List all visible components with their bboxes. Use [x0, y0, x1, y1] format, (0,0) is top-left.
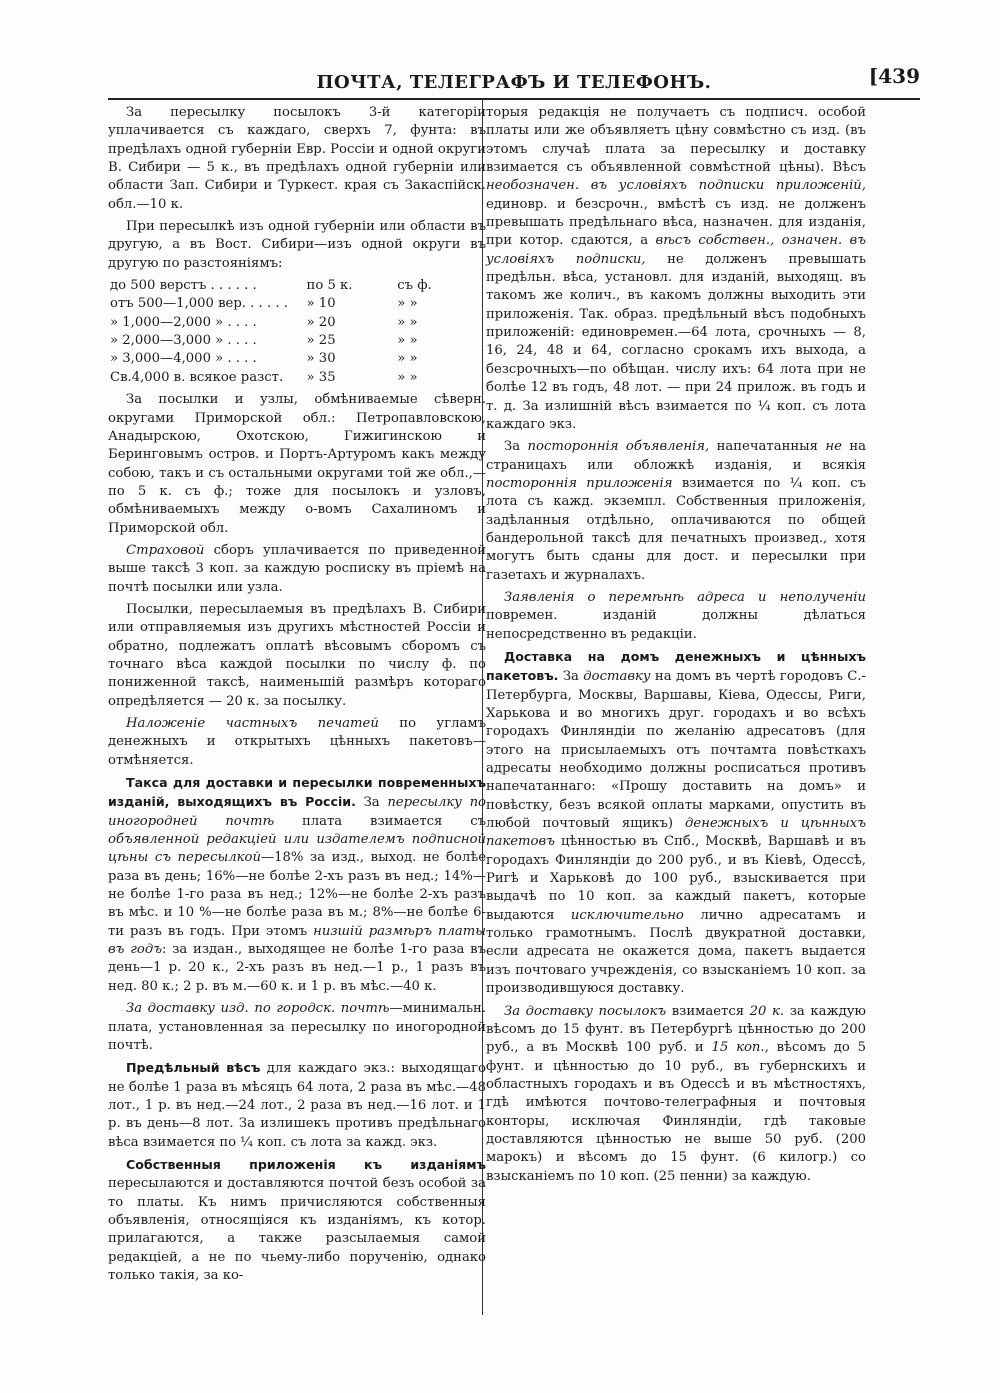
rate-distance: » 3,000—4,000 » . . . .: [110, 351, 257, 367]
paragraph: [108, 1156, 486, 1285]
rate-price: по 5 к.: [306, 278, 353, 294]
section-heading: Такса для доставки и пересылки повременныхъ изданій, выходящихъ въ Россіи.: [108, 775, 486, 810]
page-title: ПОЧТА, ТЕЛЕГРАФЪ И ТЕЛЕФОНЪ.: [316, 72, 712, 93]
paragraph: [486, 648, 866, 999]
paragraph-text: —18% за изд., выход. не болѣе раза въ день; 16%—не болѣе 2-хъ разъ въ нед.; 14%—не болѣе 1-го раза въ нед.; 12%—не болѣе 2-хъ разъ въ мѣс. и 10 %—не болѣе раза въ м.; 8%—не болѣе 6-ти разъ въ годъ. При этомъ: [108, 850, 486, 939]
paragraph-text: цѣнностью въ Спб., Москвѣ, Варшавѣ и въ городахъ Финляндіи до 200 руб., и въ Кіевѣ, Одессѣ, Ригѣ и Харьковѣ до 100 руб., взыскивается при выдачѣ по 10 коп. за каждый пакетъ, которые выдаются: [486, 834, 866, 923]
distance-rate-table: [108, 277, 486, 387]
italic-term: постороннія приложенія: [486, 475, 673, 491]
page-header: [108, 58, 920, 98]
rate-unit: » »: [397, 314, 418, 330]
paragraph-text: по угламъ денежныхъ и открытыхъ цѣнныхъ пакетовъ—отмѣняется.: [108, 716, 486, 768]
italic-term: необозначен. въ условіяхъ подписки приложеній,: [486, 178, 866, 194]
italic-term: 15 коп.,: [711, 1040, 769, 1056]
paragraph-text: не долженъ превышать предѣльн. вѣса, установл. для изданій, выходящ. въ такомъ же колич., въ какомъ должны выходить эти приложенія. Так. образ. предѣльный вѣсъ подобныхъ приложеній: единовремен.—64 лота, срочныхъ — 8, 16, 24, 48 и 64, согласно срокамъ ихъ выхода, а безсрочныхъ—по обѣщан. числу ихъ: 64 лота при не болѣе 12 въ годъ, 48 лот. — при 24 прилож. въ годъ и т. д. За излишній вѣсъ взимается по ¼ коп. съ лота каждаго экз.: [486, 251, 867, 432]
italic-term: денежныхъ и цѣнныхъ пакетовъ: [486, 816, 866, 850]
paragraph-text: вѣсомъ до 5 фунт. и цѣнностью до 10 руб., въ губернскихъ и областныхъ городахъ и въ Одессѣ и въ мѣстностяхъ, гдѣ имѣются почтово-телеграфныя и почтовыя конторы, исключая Финляндіи, гдѣ таковые доставляются цѣнностью не выше 50 руб. (200 марокъ) и вѣсомъ до 15 фунт. (6 килогр.) со взысканіемъ по 10 коп. (25 пенни) за каждую.: [486, 1040, 866, 1184]
paragraph-text: взимается по ¼ коп. съ лота съ кажд. экземпл. Собственныя приложенія, задѣланныя отдѣльно, оплачиваются по общей бандерольной таксѣ для печатныхъ произвед., хотя могутъ быть сданы для дост. и пересылки при газетахъ и журналахъ.: [486, 475, 866, 583]
rate-distance: » 1,000—2,000 » . . . .: [110, 314, 257, 330]
rate-distance: Св.4,000 в. всякое разст.: [110, 369, 284, 385]
rate-unit: » »: [397, 333, 418, 349]
paragraph-text: за каждую вѣсомъ до 15 фунт. въ Петербургѣ цѣнностью до 200 руб., а въ Москвѣ 100 руб. и: [486, 1003, 866, 1056]
rate-distance: до 500 верстъ . . . . . .: [110, 278, 257, 294]
paragraph-text: : за издан., выходящее не болѣе 1-го раза въ день—1 р. 20 к., 2-хъ разъ въ нед.—1 р., 1 разъ въ нед. 80 к.; 2 р. въ м.—60 к. и 1 р. въ мѣс.—40 к.: [108, 942, 486, 994]
paragraph-text: взимается: [666, 1003, 750, 1019]
section-heading: Доставка на домъ денежныхъ и цѣнныхъ пакетовъ.: [486, 648, 866, 684]
paragraph-text: За: [504, 439, 528, 455]
paragraph-text: на страницахъ или обложкѣ изданія, и всякія: [486, 439, 867, 473]
paragraph-text: За: [558, 669, 584, 685]
left-column: [108, 104, 486, 1289]
paragraph-text: повремен. изданій должны дѣлаться непосредственно въ редакціи.: [486, 608, 866, 642]
paragraph-text: единовр. и безсрочн., вмѣстѣ съ изд. не долженъ превышать предѣльнаго вѣса, назначен. для изданія, при котор. сдаются, а: [486, 196, 866, 249]
italic-term: пересылку по иногородней почтѣ: [108, 795, 486, 829]
paragraph: Посылки, пересылаемыя въ предѣлахъ В. Сибири или отправляемыя изъ другихъ мѣстностей Россіи и обратно, подлежатъ оплатѣ вѣсовымъ сборомъ съ точнаго вѣса каждой посылки по числу ф. по пониженной таксѣ, наименьшій размѣръ котораго опредѣляется — 20 к. за посылку.: [108, 601, 486, 709]
paragraph: [108, 774, 486, 996]
rate-row: [108, 332, 486, 350]
paragraph: [486, 589, 866, 644]
paragraph-text: —минимальн. плата, установленная за пересылку по иногородной почтѣ.: [108, 1001, 486, 1053]
paragraph-text: плата взимается съ: [274, 813, 486, 829]
italic-term: 20 к.: [749, 1003, 785, 1019]
section-heading: Собственныя приложенія къ изданіямъ: [126, 1156, 486, 1172]
section-heading: Предѣльный вѣсъ: [126, 1060, 261, 1076]
paragraph: При пересылкѣ изъ одной губерніи или области въ другую, а въ Вост. Сибири—изъ одной округи въ другую по разстояніямъ:: [108, 219, 486, 271]
paragraph: [108, 542, 486, 597]
italic-term: низшій размѣръ платы въ годъ: [108, 923, 486, 958]
rate-distance: » 2,000—3,000 » . . . .: [110, 333, 257, 349]
italic-term: Заявленія о перемѣнѣ адреса и неполученіи: [504, 589, 866, 605]
rate-unit: съ ф.: [397, 278, 432, 294]
rate-distance: отъ 500—1,000 вер. . . . . .: [110, 296, 288, 312]
paragraph-text: За: [355, 795, 388, 811]
italic-term: Страховой: [126, 542, 205, 558]
italic-term: доставку: [583, 669, 651, 685]
paragraph: [486, 1003, 866, 1186]
rate-row: [108, 369, 486, 387]
paragraph: За посылки и узлы, обмѣниваемые сѣверн. округами Приморской обл.: Петропавловскою, Анадырскою, Охотскою, Гижигинскою и Беринговымъ остров. и Портъ-Артуромъ какъ между собою, такъ и съ остальными округами той же обл.,—по 5 к. съ ф.; тоже для посылокъ и узловъ, обмѣниваемыхъ между о-вомъ Сахалиномъ и Приморской обл.: [108, 392, 486, 536]
paragraph: [486, 104, 866, 434]
paragraph-text: торыя редакція не получаетъ съ подписч. особой платы или же объявляетъ цѣну совмѣстно съ изд. (въ этомъ случаѣ плата за пересылку и доставку взимается съ объявленной совмѣстной цѣны). Вѣсъ: [486, 105, 866, 176]
paragraph: За пересылку посылокъ 3-й категоріи уплачивается съ каждаго, сверхъ 7, фунта: въ предѣлахъ одной губерніи Евр. Россіи и одной округи В. Сибири — 5 к., въ предѣлахъ одной губерніи или области Зап. Сибири и Туркест. края съ Закаспійск. обл.—10 к.: [108, 105, 486, 212]
italic-term: не: [825, 439, 842, 455]
paragraph: [108, 715, 486, 770]
paragraph-text: пересылаются и доставляются почтой безъ особой за то платы. Къ нимъ причисляются собственныя объявленія, относящіяся къ изданіямъ, къ котор. прилагаются, а также разсылаемыя самой редакціей, а не по чьему-либо порученію, однако только такія, за ко-: [108, 1176, 486, 1283]
rate-price: » 25: [306, 333, 336, 349]
italic-term: За доставку изд. по городск. почтѣ: [126, 1001, 390, 1017]
italic-term: объявленной редакціей или издателемъ подписной цѣны съ пересылкой: [108, 832, 486, 866]
paragraph: [486, 438, 866, 585]
paragraph: [108, 1059, 486, 1152]
paragraph-text: лично адресатамъ и только грамотнымъ. Послѣ двукратной доставки, если адресата не окажется дома, пакетъ выдается изъ почтоваго учрежденія, со взысканіемъ 10 коп. за производившуюся доставку.: [486, 907, 867, 997]
rate-price: » 35: [306, 369, 336, 385]
paragraph-text: на домъ въ чертѣ городовъ С.-Петербурга, Москвы, Варшавы, Кіева, Одессы, Риги, Харькова и во многихъ друг. городахъ и во всѣхъ городахъ Финляндіи по желанію адресатовъ (для этого на присылаемыхъ отъ почтамта повѣсткахъ адресаты необходимо должны росписаться противъ напечатаннаго: «Прошу доставить на домъ» и повѣстку, безъ всякой оплаты марками, опустить въ любой почтовый ящикъ): [486, 669, 866, 832]
rate-row: [108, 295, 486, 313]
rate-unit: » »: [397, 369, 418, 385]
italic-term: постороннія объявленія,: [527, 439, 710, 455]
italic-term: исключительно: [570, 907, 684, 923]
rate-price: » 20: [306, 314, 336, 330]
right-column: [486, 104, 866, 1190]
italic-term: вѣсъ собствен., означен. въ условіяхъ подписки,: [486, 233, 866, 267]
rate-unit: » »: [397, 296, 418, 312]
rate-row: [108, 314, 486, 332]
rate-price: » 30: [306, 351, 336, 367]
italic-term: Наложеніе частныхъ печатей: [126, 716, 379, 731]
rate-unit: » »: [397, 351, 418, 367]
paragraph-text: напечатанныя: [709, 439, 826, 455]
rate-row: [108, 350, 486, 368]
paragraph-text: для каждаго экз.: выходящаго не болѣе 1 раза въ мѣсяцъ 64 лота, 2 раза въ мѣс.—48 лот., 1 р. въ нед.—24 лот., 2 раза въ нед.—16 лот. и 1 р. въ день—8 лот. За излишекъ противъ предѣльнаго вѣса взимается по ¼ коп. съ лота за кажд. экз.: [108, 1061, 486, 1150]
paragraph-text: сборъ уплачивается по приведенной выше таксѣ 3 коп. за каждую росписку въ пріемѣ на почтѣ посылки или узла.: [108, 542, 486, 595]
italic-term: За доставку посылокъ: [504, 1003, 667, 1019]
page-number: [439: [868, 64, 920, 88]
paragraph: [108, 1000, 486, 1055]
rate-row: [108, 277, 486, 295]
rate-price: » 10: [306, 296, 336, 312]
header-rule: [108, 98, 920, 100]
